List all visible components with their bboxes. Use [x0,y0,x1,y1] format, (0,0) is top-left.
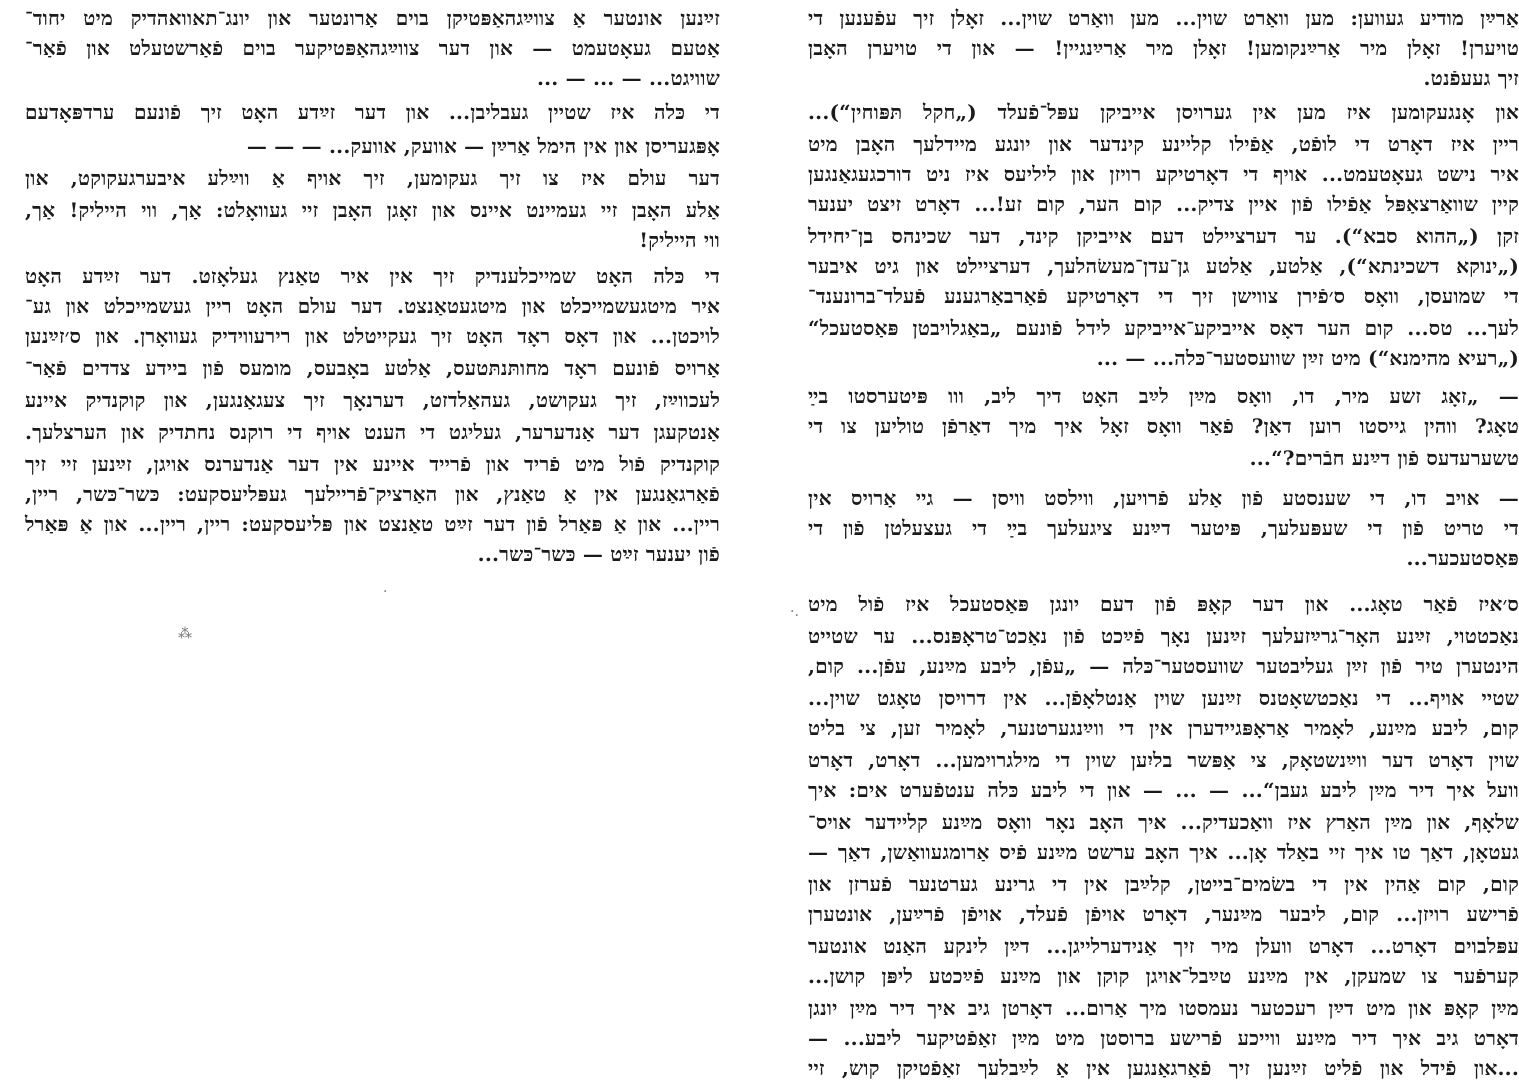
text-line: ריין איז דאָרט די לופֿט, אַפֿילו קליינע קינדער און יונגע מיידלעך האָבן מיט [808,132,1519,156]
text-line: קוקנדיק פֿול מיט פֿריד און פֿרייד איינע אין דער אַנדערנס אויגן, זײַנען זיי זיך [25,452,720,476]
text-line: און אָנגעקומען איז מען אין גערויסן אייביקן עפּל־פֿעלד („חקל תּפּוחין“)... [808,100,1519,124]
text-line: שלאָף, און מײַן האַרץ איז וואַכעדיק... איך האָב נאָר וואָס מײַנע קליידער אויס־ [808,810,1519,834]
text-line: שוין דאָרט דער ווײַנשטאָק, צי אַפּשר בליִען שוין די מילגרוימען... דאָרט, דאָרט [808,748,1519,772]
text-line: לויכטן... און דאָס ראָד האָט זיך געקייטלט און רירעווידיק געוואָרן. און ס׳זײַנען [25,324,720,348]
text-line: זײַנען אונטער אַ צווײַגהאַפּטיקן בוים אַרונטער און יונג־תאוואהדיק מיט יחוד־ [25,6,720,30]
text-line: איר נישט געאָטעמט... אויף די דאָרטיקע רויזן און ליליעס איז ניט דורכגעגאַנגען [808,162,1519,186]
text-line: ריין... און אַ פּאַרל פֿון דער זײַט טאַנצט און פּליעסקעט: ריין, ריין... און אַ פּאַרל [25,512,720,536]
text-line: פֿאַרגאַנגען אין אַ טאַנץ, און האַרציק־פֿריילעך געפּליעסקעט: כּשר־כּשר, ריין, [25,482,720,506]
text-line: פּאַסטעכער... [1406,546,1519,570]
text-line: קערפֿער צו שמעקן, אין מײַנע טײַבל־אויגן קוקן און מײַנע פֿײַכטע ליפּן קושן... [808,964,1519,988]
text-line: — אויב דו, די שענסטע פֿון אַלע פֿרויען, ווילסט וויסן — גיי אַרויס אין [808,486,1519,510]
text-line: אַרויס פֿונעם ראָד מחותּנתּטעס, אַלטע באָבעס, מומעס פֿון ביידע צדדים פֿאַר־ [25,356,720,380]
text-line: טויערן! זאָלן מיר אַרײַנקומען! זאָלן מיר אַרײַנגיין! — און די טויערן האָבן [808,36,1519,60]
text-line: ווי הייליק! [639,228,720,252]
text-line: איר מיטגעשמייכלט און מיטגעטאַנצט. דער עולם האָט ריין געשמייכלט און גע־ [25,294,720,318]
text-line: אַרײַן מודיע געווען: מען וואַרט שוין... מען וואַרט שוין... זאָלן זיך עפֿענען די [808,6,1519,30]
text-line: („ינוקא דשכינתא“), אַלטע, אַלטע גן־עדן־מעשׂהלעך, דערציילט און גיט איבער [808,254,1519,278]
text-line: טשערעדעס פֿון דײַנע חבֿרים?“... [1249,446,1519,470]
text-line: אַטעם געאָטעמט — און דער צווײַגהאַפּטיקער בוים פֿאַרשטעלט און פֿאַר־ [25,36,720,60]
text-line: קום, ליבע מײַנע, לאָמיר אַראָפּגיידערן אין די ווײַנגערטנער, לאָמיר זען, צי בליט [808,716,1519,740]
text-line: קום, קום אַהין אין די בשׂמים־בייטן, קלײַבן אין די גרינע גערטנער פֿערזן און [808,872,1519,896]
text-line: אָפּגעריסן און אין הימל אַרײַן — אוועק, אוועק... — — — [246,134,720,158]
scan-speck: · [383,584,388,600]
text-line: לעך... טס... קום הער דאָס אייביקע־אייביקע לידל פֿונעם „באַגלויבטן פּאַסטעכל“ [808,316,1519,340]
text-line: אַלע האָבן זיי געמיינט איינס און זאָגן האָבן זיי געוואָלט: אַך, ווי הייליק! אַך, [25,198,720,222]
left-page [0,0,720,1084]
text-line: זקן („ההוא סבא“). ער דערציילט דעם אייביקן קינד, דער שכינהס בן־יחידל [808,224,1519,248]
text-line: שטיי אויף... די נאַכטשאָטנס זײַנען שוין אַנטלאָפֿן... אין דרויסן טאָגט שוין... [808,686,1519,710]
text-line: אַנטקעגן דער אַנדערער, געליגט די הענט אויף די רוקנס נחתדיק און הערצלעך. [25,420,720,444]
text-line: מײַן קאָפּ און מיט דײַן רעכטער נעמסטו מיך אַרום... דאָרטן גיב איך דיר מײַן יונגן [808,996,1519,1020]
text-line: דער עולם איז צו זיך געקומען, זיך אויף אַ ווײַלע איבערגעקוקט, און [25,166,720,190]
text-line: די טריט פֿון די שעפּעלעך, פּיטער דײַנע ציגעלעך בײַ די געצעלטן פֿון די [808,516,1519,540]
text-line: טאָג? ווהין גייסטו רוען דאַן? פֿאַר וואָס זאָל איך מיך דאַרפֿן טוליען צו די [808,414,1519,438]
text-line: — „זאָג זשע מיר, דו, וואָס מײַן לײַב האָט דיך ליב, ווו פּיטערסטו בײַ [808,384,1519,408]
text-line: דאָרט גיב איך דיר מײַנע ווייכע פֿרישע ברוסטן מיט מײַן זאַפֿטיקער ליבע... — [808,1026,1519,1050]
text-line: וועל איך דיר מײַן ליבע געבן“... — ... — און די ליבע כּלה ענטפֿערט אים: איך [808,778,1519,802]
text-line: נאַכטטוי, זײַנע האָר־גרײַזעלעך זײַנען נאָך פֿײַכט פֿון נאַכט־טראָפּנס... ער שטייט [808,624,1519,648]
scan-speck: ⁂ [178,626,192,642]
text-line: די כּלה האָט שמייכלענדיק זיך אין איר טאַנץ געלאָזט. דער זײַדע האָט [25,264,720,288]
text-line: הינטערן טיר פֿון זײַן געליבטער שוועסטער־כּלה — „עפֿן, ליבע מײַנע, עפֿן... קום, [808,654,1519,678]
text-line: עפּלבוים דאָרט... דאָרט וועלן מיר זיך אַנידערלייגן... דײַן לינקע האַנט אונטער [808,934,1519,958]
text-line: ...און פֿידל און פֿליט זײַנען זיך פֿאַרגאַנגען אין אַ לײַבלעך זאַפֿטיקן קוש, זיי [808,1056,1519,1080]
text-line: פֿון יענער זײַט — כּשר־כּשר... [477,542,720,566]
text-line: („רעיא מהימנא“) מיט זײַן שוועסטער־כּלה... — ... [1096,346,1519,370]
text-line: די שמועסן, וואָס ס׳פֿירן צווישן זיך די דאָרטיקע פֿאַרבאַרגענע פֿעלד־ברונענד־ [808,284,1519,308]
text-line: ס׳איז פֿאַר טאָג... און דער קאָפּ פֿון דעם יונגן פּאַסטעכל איז פֿול מיט [808,592,1519,616]
right-page [790,0,1519,1084]
scan-speck: ·. [790,604,799,620]
text-line: לעכווײַז, זיך געקושט, געהאַלדזט, דערנאָך זיך צעגאַנגען, און קוקנדיק איינע [25,388,720,412]
text-line: די כּלה איז שטיין געבליבן... און דער זײַדע האָט זיך פֿונעם ערדפּאָדעם [25,100,720,124]
text-line: קיין שוואַרצאַפּל אַפֿילו פֿון איין צדיק... קום הער, קום זע!... דאָרט זיצט יענער [808,192,1519,216]
text-line: געטאָן, דאַך טו איך זיי באַלד אָן... איך האָב ערשט מײַנע פֿיס אַרומגעוואַשן, דאַך — [808,840,1519,864]
text-line: זיך געעפֿנט. [1423,66,1519,90]
text-line: פֿרישע רויזן... קום, ליבער מײַנער, דאָרט אויפֿן פֿעלד, אויפֿן פֿרײַען, אונטערן [808,902,1519,926]
text-line: שוויגט... — ... — ... [536,66,720,90]
